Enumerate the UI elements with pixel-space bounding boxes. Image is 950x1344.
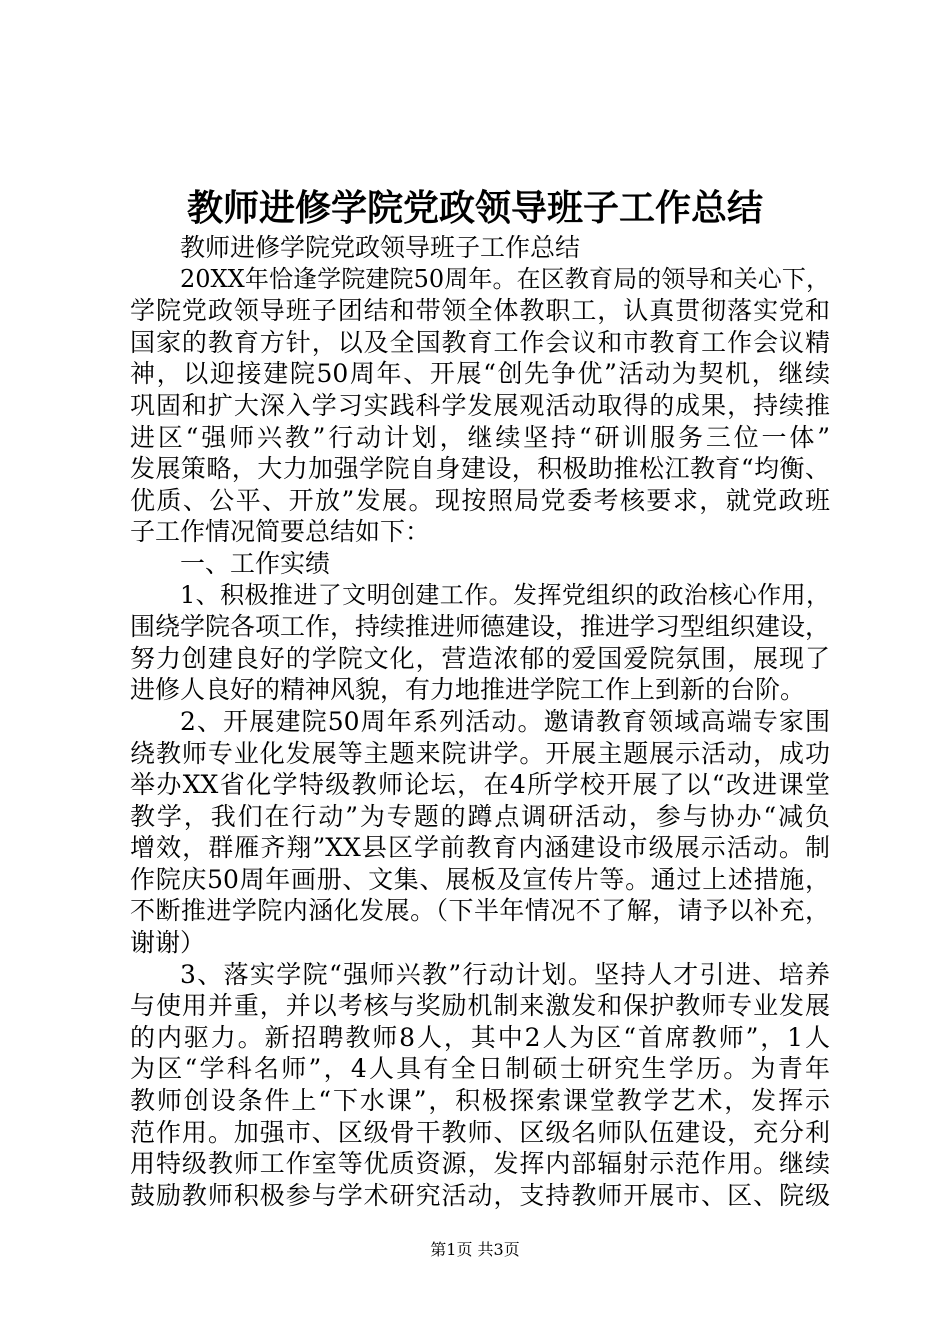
document-title: 教师进修学院党政领导班子工作总结	[186, 187, 763, 229]
text-line: 教学，我们在行动”为专题的蹲点调研活动，参与协办“减负	[130, 801, 830, 831]
text-line: 国家的教育方针，以及全国教育工作会议和市教育工作会议精	[130, 327, 830, 357]
text-line: 用特级教师工作室等优质资源，发挥内部辐射示范作用。继续	[130, 1149, 830, 1179]
text-line: 进区“强师兴教”行动计划，继续坚持“研训服务三位一体”	[130, 422, 830, 452]
text-line: 一、工作实绩	[180, 548, 331, 578]
text-line: 神，以迎接建院50周年、开展“创先争优”活动为契机，继续	[130, 359, 830, 389]
text-line: 举办XX省化学特级教师论坛，在4所学校开展了以“改进课堂	[130, 770, 830, 800]
text-line: 绕教师专业化发展等主题来院讲学。开展主题展示活动，成功	[130, 738, 830, 768]
text-line: 发展策略，大力加强学院自身建设，积极助推松江教育“均衡、	[130, 454, 830, 484]
page-footer: 第1页 共3页	[430, 1240, 520, 1259]
text-line: 子工作情况简要总结如下：	[130, 517, 431, 547]
document-body	[130, 232, 830, 1211]
text-line: 鼓励教师积极参与学术研究活动，支持教师开展市、区、院级	[130, 1180, 830, 1210]
text-line: 进修人良好的精神风貌，有力地推进学院工作上到新的台阶。	[130, 675, 806, 705]
text-line: 谢谢）	[130, 928, 206, 958]
text-line: 教师进修学院党政领导班子工作总结	[180, 233, 581, 262]
text-line: 3、落实学院“强师兴教”行动计划。坚持人才引进、培养	[180, 959, 830, 989]
text-line: 的内驱力。新招聘教师8人，其中2人为区“首席教师”，1人	[130, 1022, 830, 1052]
text-line: 优质、公平、开放”发展。现按照局党委考核要求，就党政班	[130, 485, 830, 515]
text-line: 学院党政领导班子团结和带领全体教职工，认真贯彻落实党和	[130, 296, 830, 326]
text-line: 作院庆50周年画册、文集、展板及宣传片等。通过上述措施，	[130, 864, 830, 894]
text-line: 巩固和扩大深入学习实践科学发展观活动取得的成果，持续推	[130, 390, 830, 420]
text-line: 与使用并重，并以考核与奖励机制来激发和保护教师专业发展	[130, 991, 830, 1021]
text-line: 教师创设条件上“下水课”，积极探索课堂教学艺术，发挥示	[130, 1086, 830, 1116]
text-line: 增效，群雁齐翔”XX县区学前教育内涵建设市级展示活动。制	[130, 833, 830, 863]
text-line: 2、开展建院50周年系列活动。邀请教育领域高端专家围	[180, 706, 830, 736]
text-line: 围绕学院各项工作，持续推进师德建设，推进学习型组织建设，	[130, 612, 831, 642]
text-line: 范作用。加强市、区级骨干教师、区级名师队伍建设，充分利	[130, 1117, 830, 1147]
text-line: 不断推进学院内涵化发展。（下半年情况不了解，请予以补充，	[130, 896, 830, 926]
text-line: 20XX年恰逢学院建院50周年。在区教育局的领导和关心下，	[180, 264, 830, 293]
text-line: 努力创建良好的学院文化，营造浓郁的爱国爱院氛围，展现了	[130, 643, 830, 673]
text-line: 为区“学科名师”，4人具有全日制硕士研究生学历。为青年	[130, 1054, 830, 1084]
text-line: 1、积极推进了文明创建工作。发挥党组织的政治核心作用，	[180, 580, 830, 609]
